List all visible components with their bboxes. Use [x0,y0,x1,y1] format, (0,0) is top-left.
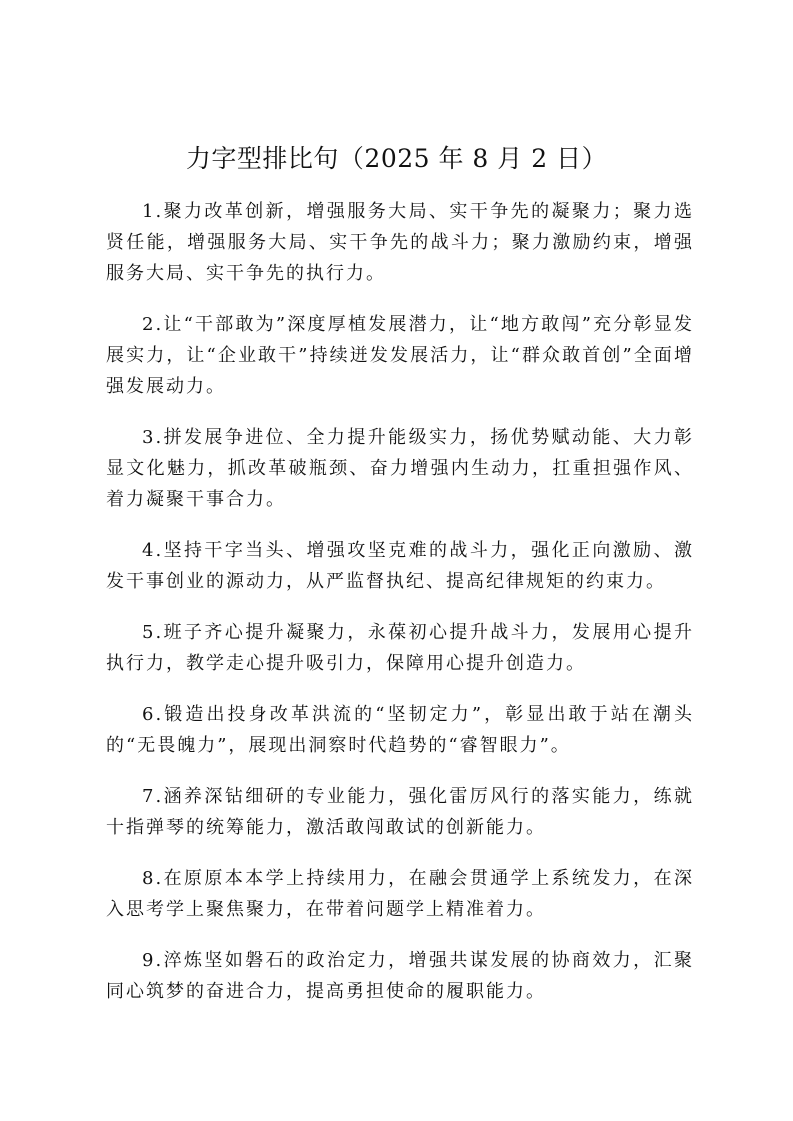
paragraph-5: 5.班子齐心提升凝聚力，永葆初心提升战斗力，发展用心提升执行力，教学走心提升吸引力，保障用心提升创造力。 [106,622,694,674]
document-title: 力字型排比句（2025 年 8 月 2 日） [185,144,608,173]
paragraph-9: 9.淬炼坚如磐石的政治定力，增强共谋发展的协商效力，汇聚同心筑梦的奋进合力，提高勇担使命的履职能力。 [106,950,694,1002]
paragraph-7: 7.涵养深钻细研的专业能力，强化雷厉风行的落实能力，练就十指弹琴的统筹能力，激活敢闯敢试的创新能力。 [106,786,694,838]
paragraph-4: 4.坚持干字当头、增强攻坚克难的战斗力，强化正向激励、激发干事创业的源动力，从严监督执纪、提高纪律规矩的约束力。 [106,540,694,592]
paragraph-3: 3.拼发展争进位、全力提升能级实力，扬优势赋动能、大力彰显文化魅力，抓改革破瓶颈、奋力增强内生动力，扛重担强作风、着力凝聚干事合力。 [106,427,694,510]
paragraph-1: 1.聚力改革创新，增强服务大局、实干争先的凝聚力；聚力选贤任能，增强服务大局、实干争先的战斗力；聚力激励约束，增强服务大局、实干争先的执行力。 [106,201,694,284]
paragraph-6: 6.锻造出投身改革洪流的“坚韧定力”，彰显出敢于站在潮头的“无畏魄力”，展现出洞察时代趋势的“睿智眼力”。 [106,704,694,756]
document-body [106,196,694,1027]
paragraph-8: 8.在原原本本学上持续用力，在融会贯通学上系统发力，在深入思考学上聚焦聚力，在带着问题学上精准着力。 [106,868,694,920]
paragraph-2: 2.让“干部敢为”深度厚植发展潜力，让“地方敢闯”充分彰显发展实力，让“企业敢干”持续迸发发展活力，让“群众敢首创”全面增强发展动力。 [106,314,694,397]
